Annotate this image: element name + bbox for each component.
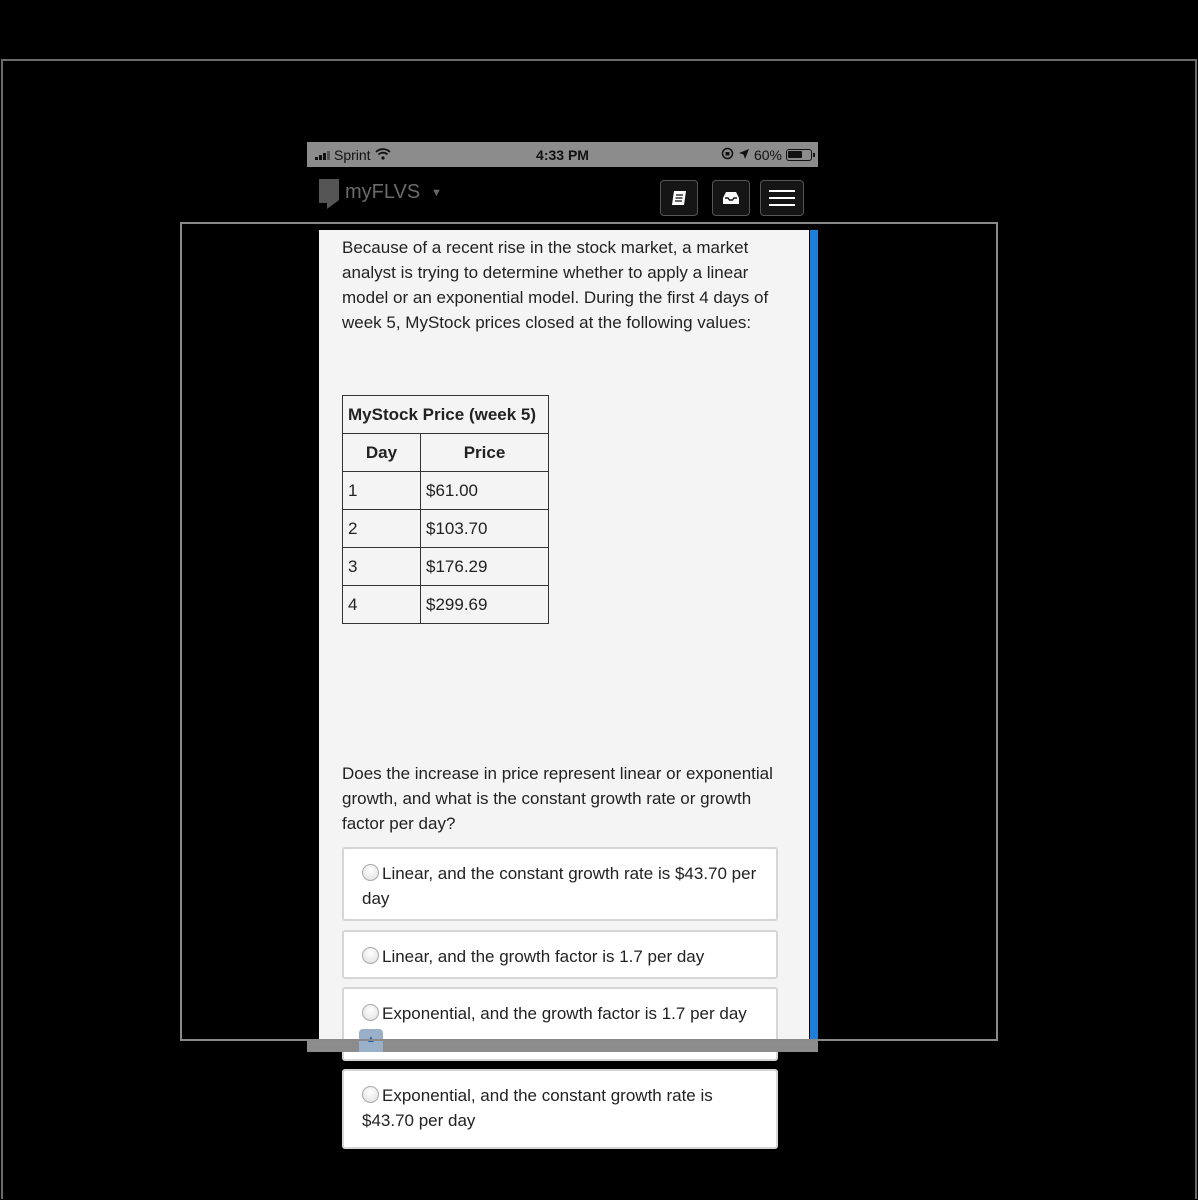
notebook-icon <box>670 190 688 206</box>
table-row <box>343 586 549 624</box>
lock-rotation-icon <box>721 147 734 163</box>
notebook-button[interactable] <box>660 180 698 216</box>
battery-percent: 60% <box>753 147 782 163</box>
answer-option-4[interactable] <box>342 1069 778 1149</box>
option-label: Linear, and the growth factor is 1.7 per day <box>382 947 705 966</box>
hamburger-menu-button[interactable] <box>760 180 804 216</box>
column-header-price: Price <box>421 434 549 472</box>
status-bar <box>307 142 818 167</box>
inbox-icon <box>722 191 740 205</box>
price-cell: $61.00 <box>421 472 549 510</box>
chevron-down-icon[interactable]: ▼ <box>431 187 442 199</box>
hamburger-icon <box>769 189 795 207</box>
carrier-label: Sprint <box>334 147 371 163</box>
price-table <box>342 395 549 624</box>
location-icon <box>738 147 750 163</box>
day-cell: 4 <box>343 586 421 624</box>
scroll-up-button[interactable] <box>359 1029 383 1052</box>
answer-option-2[interactable] <box>342 930 778 979</box>
day-cell: 3 <box>343 548 421 586</box>
arrow-up-icon: ▲ <box>366 1034 376 1045</box>
status-right <box>721 147 812 163</box>
table-row <box>343 472 549 510</box>
price-cell: $176.29 <box>421 548 549 586</box>
column-header-day: Day <box>343 434 421 472</box>
radio-button[interactable] <box>362 947 379 964</box>
option-label: Linear, and the constant growth rate is $43.70 per day <box>362 864 757 908</box>
scroll-accent-bar <box>810 230 818 1052</box>
question-text: Does the increase in price represent linear or exponential growth, and what is the constant growth rate or growth factor per day? <box>342 764 773 833</box>
table-caption: MyStock Price (week 5) <box>343 396 549 434</box>
intro-paragraph: Because of a recent rise in the stock market, a market analyst is trying to determine whether to apply a linear model or an exponential model. During the first 4 days of week 5, MyStock prices closed at the following values: <box>342 238 769 332</box>
table-row <box>343 510 549 548</box>
bottom-toolbar <box>307 1041 818 1052</box>
brand-menu[interactable]: myFLVS <box>345 181 421 203</box>
lesson-content[interactable] <box>319 230 809 1130</box>
option-label: Exponential, and the growth factor is 1.7 per day <box>382 1004 747 1023</box>
clock: 4:33 PM <box>536 147 589 163</box>
price-cell: $103.70 <box>421 510 549 548</box>
radio-button[interactable] <box>362 864 379 881</box>
price-cell: $299.69 <box>421 586 549 624</box>
day-cell: 1 <box>343 472 421 510</box>
answer-option-1[interactable] <box>342 847 778 921</box>
table-row <box>343 548 549 586</box>
radio-button[interactable] <box>362 1086 379 1103</box>
option-label: Exponential, and the constant growth rate is $43.70 per day <box>362 1086 713 1130</box>
day-cell: 2 <box>343 510 421 548</box>
battery-icon <box>786 149 812 161</box>
flvs-logo-icon <box>319 179 339 209</box>
phone-screen <box>307 142 818 1130</box>
radio-button[interactable] <box>362 1004 379 1021</box>
inbox-button[interactable] <box>712 180 750 216</box>
